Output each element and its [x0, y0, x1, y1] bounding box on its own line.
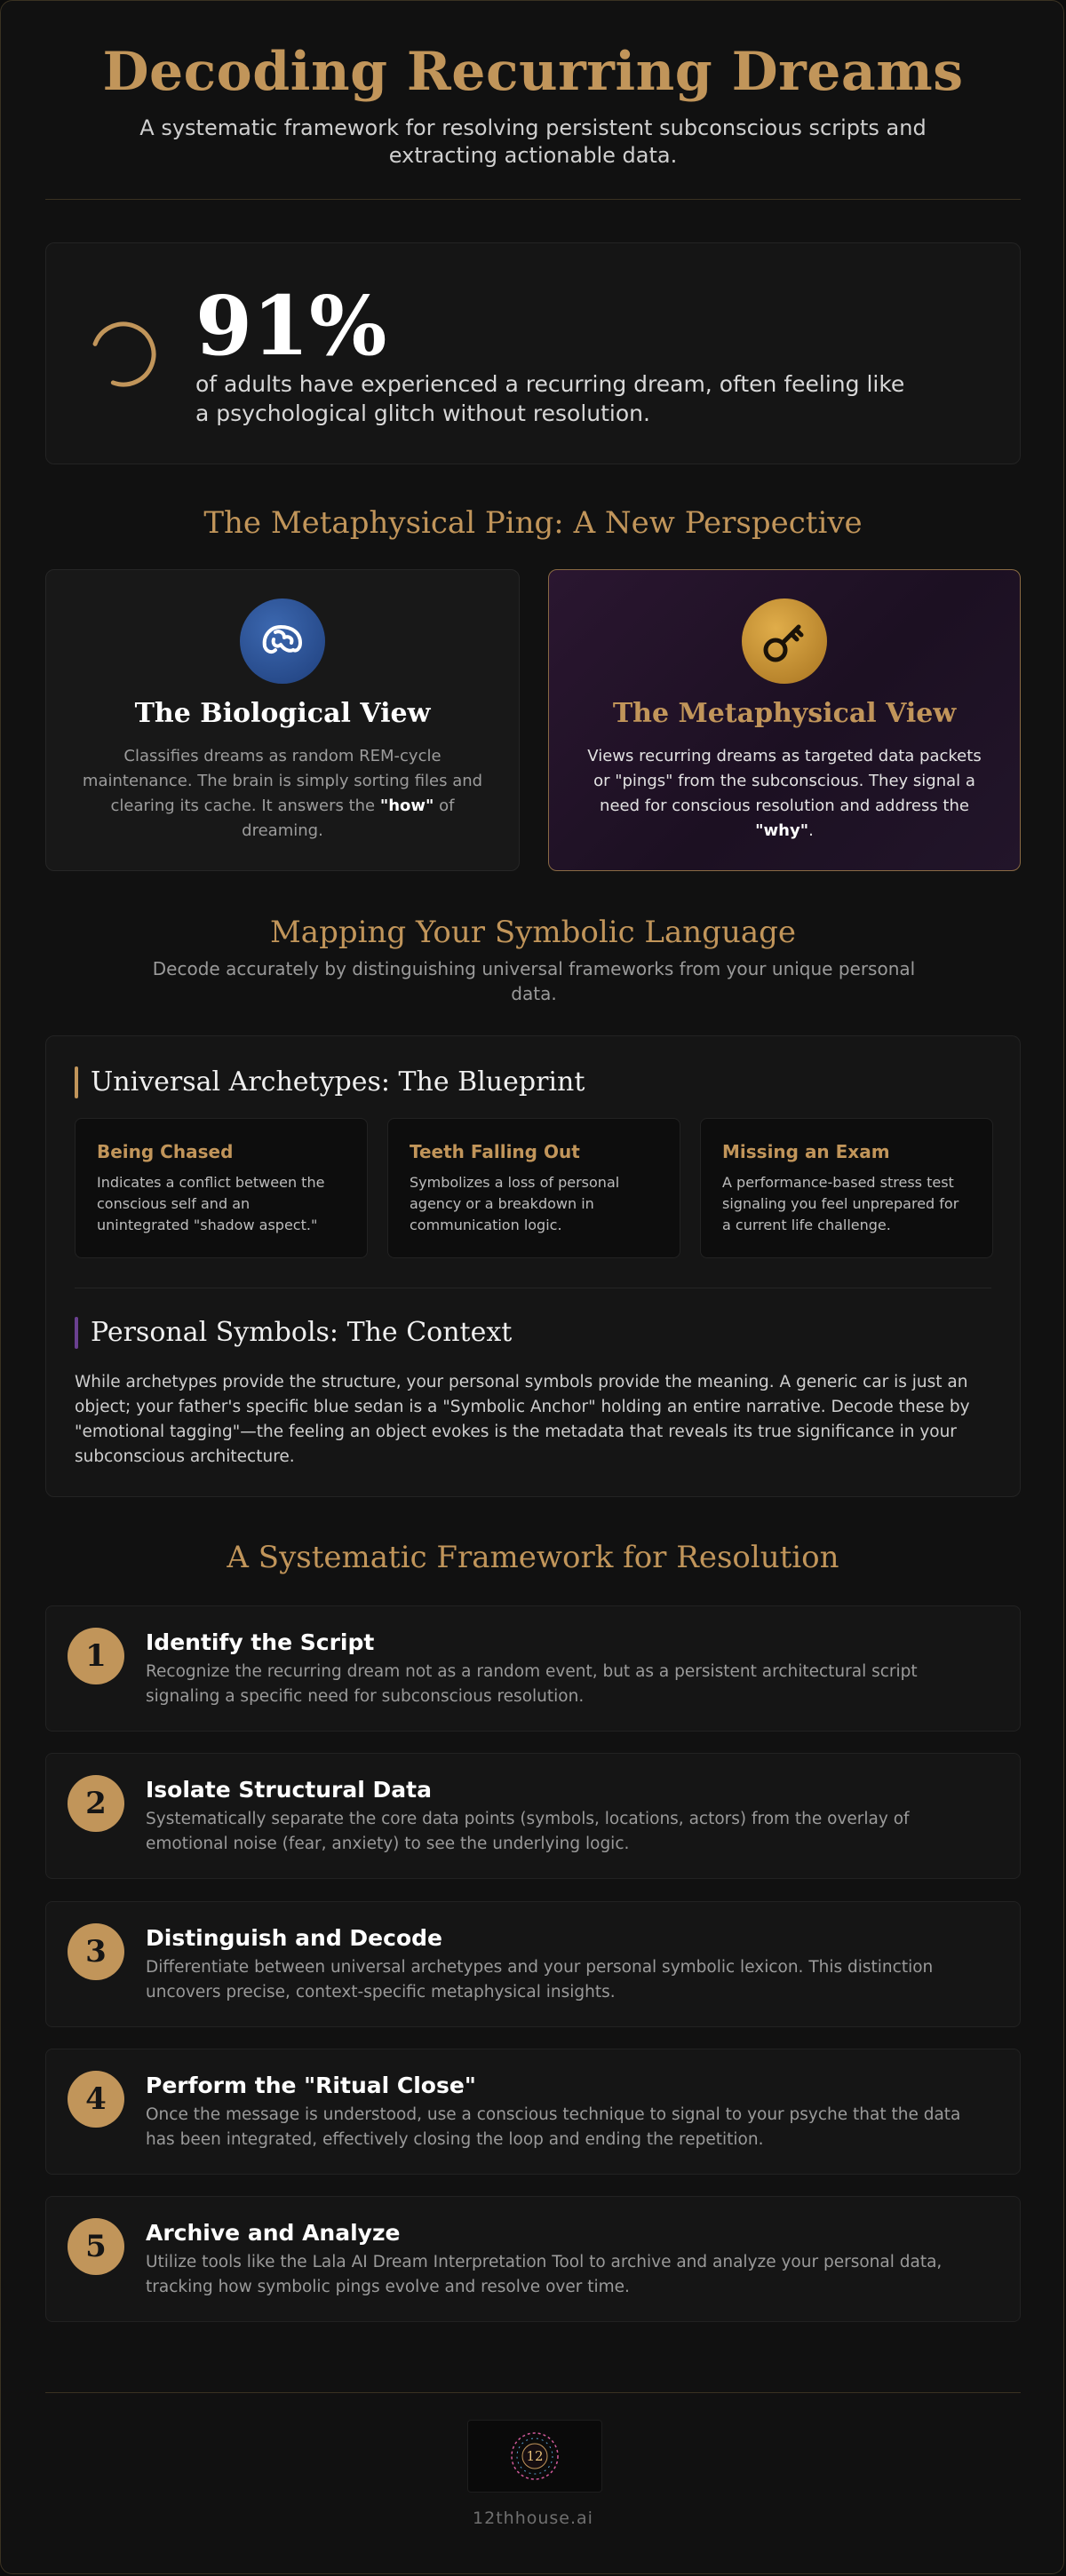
- perspective-title: The Metaphysical Ping: A New Perspective: [203, 505, 863, 541]
- personal-symbols-heading: Personal Symbols: The Context: [75, 1317, 512, 1349]
- archetypes-heading: Universal Archetypes: The Blueprint: [75, 1066, 585, 1098]
- step-number-badge: 2: [68, 1775, 124, 1832]
- footer-divider: [45, 2392, 1021, 2393]
- 12th-house-logo: [508, 2429, 561, 2483]
- svg-text:12: 12: [526, 2448, 544, 2464]
- archetype-card: [700, 1118, 993, 1258]
- step-text: Systematically separate the core data points (symbols, locations, actors) from the overlay of emotional noise (fear, anxiety) to see the underlying logic.: [146, 1810, 910, 1853]
- personal-symbols-text: While archetypes provide the structure, your personal symbols provide the meaning. A generic car is just an object; your father's specific blue sedan is a "Symbolic Anchor" holding an entire narrative. Decode these by "emotional tagging"—the feeling an object evokes is the metadata that reveals its true significance in your subconscious architecture.: [75, 1373, 970, 1466]
- step-number-badge: 5: [68, 2218, 124, 2275]
- biological-view-card: [45, 569, 520, 871]
- framework-step: [45, 2049, 1021, 2175]
- step-title: Perform the "Ritual Close": [146, 2073, 476, 2098]
- brain-badge: [240, 598, 325, 684]
- archetype-text: Indicates a conflict between the conscious self and an unintegrated "shadow aspect.": [97, 1174, 325, 1233]
- key-icon: [760, 616, 809, 666]
- metaphysical-view-card: [548, 569, 1021, 871]
- archetype-text: Symbolizes a loss of personal agency or a breakdown in communication logic.: [410, 1174, 620, 1233]
- framework-step: [45, 2196, 1021, 2322]
- biological-view-text: Classifies dreams as random REM-cycle maintenance. The brain is simply sorting files and clearing its cache. It answers the "how" of dreaming.: [82, 747, 483, 840]
- stat-value: 91%: [195, 278, 387, 374]
- page-title: Decoding Recurring Dreams: [102, 41, 964, 103]
- archetype-text: A performance-based stress test signaling you feel unprepared for a current life challenge.: [722, 1174, 959, 1233]
- framework-title: A Systematic Framework for Resolution: [227, 1540, 839, 1575]
- step-text: Once the message is understood, use a conscious technique to signal to your psyche that the data has been integrated, effectively closing the loop and ending the repetition.: [146, 2105, 961, 2149]
- biological-view-title: The Biological View: [134, 698, 431, 729]
- page-subtitle: A systematic framework for resolving persistent subconscious scripts and extracting actionable data.: [139, 115, 927, 168]
- step-number-badge: 4: [68, 2071, 124, 2128]
- archetype-card: [75, 1118, 368, 1258]
- symbolic-subtitle: Decode accurately by distinguishing universal frameworks from your unique personal data.: [152, 958, 916, 1004]
- step-text: Differentiate between universal archetypes and your personal symbolic lexicon. This distinction uncovers precise, context-specific metaphysical insights.: [146, 1958, 934, 2001]
- symbolic-title: Mapping Your Symbolic Language: [269, 915, 796, 950]
- step-title: Identify the Script: [146, 1629, 375, 1655]
- stat-description: of adults have experienced a recurring dream, often feeling like a psychological glitch without resolution.: [195, 371, 905, 426]
- site-url[interactable]: 12thhouse.ai: [473, 2509, 593, 2528]
- stat-card: [45, 242, 1021, 464]
- archetype-title: Teeth Falling Out: [410, 1141, 580, 1162]
- framework-step: [45, 1753, 1021, 1879]
- archetype-card: [387, 1118, 680, 1258]
- header-divider: [45, 199, 1021, 200]
- key-badge: [742, 598, 827, 684]
- step-text: Recognize the recurring dream not as a random event, but as a persistent architectural script signaling a specific need for subconscious resolution.: [146, 1662, 918, 1706]
- step-number-badge: 1: [68, 1628, 124, 1684]
- step-number-badge: 3: [68, 1923, 124, 1980]
- framework-step: [45, 1605, 1021, 1732]
- page-header: [45, 35, 1021, 170]
- framework-step: [45, 1901, 1021, 2027]
- metaphysical-view-text: Views recurring dreams as targeted data packets or "pings" from the subconscious. They signal a need for conscious resolution and address the "why".: [587, 747, 982, 840]
- symbolic-panel: [45, 1035, 1021, 1497]
- footer-logo[interactable]: [467, 2420, 602, 2493]
- progress-ring-icon: [89, 320, 158, 389]
- archetype-title: Being Chased: [97, 1141, 234, 1162]
- step-text: Utilize tools like the Lala AI Dream Interpretation Tool to archive and analyze your personal data, tracking how symbolic pings evolve and resolve over time.: [146, 2253, 943, 2296]
- brain-icon: [258, 616, 307, 666]
- metaphysical-view-title: The Metaphysical View: [612, 698, 957, 729]
- archetype-title: Missing an Exam: [722, 1141, 890, 1162]
- step-title: Distinguish and Decode: [146, 1925, 442, 1951]
- step-title: Archive and Analyze: [146, 2220, 401, 2246]
- step-title: Isolate Structural Data: [146, 1777, 432, 1803]
